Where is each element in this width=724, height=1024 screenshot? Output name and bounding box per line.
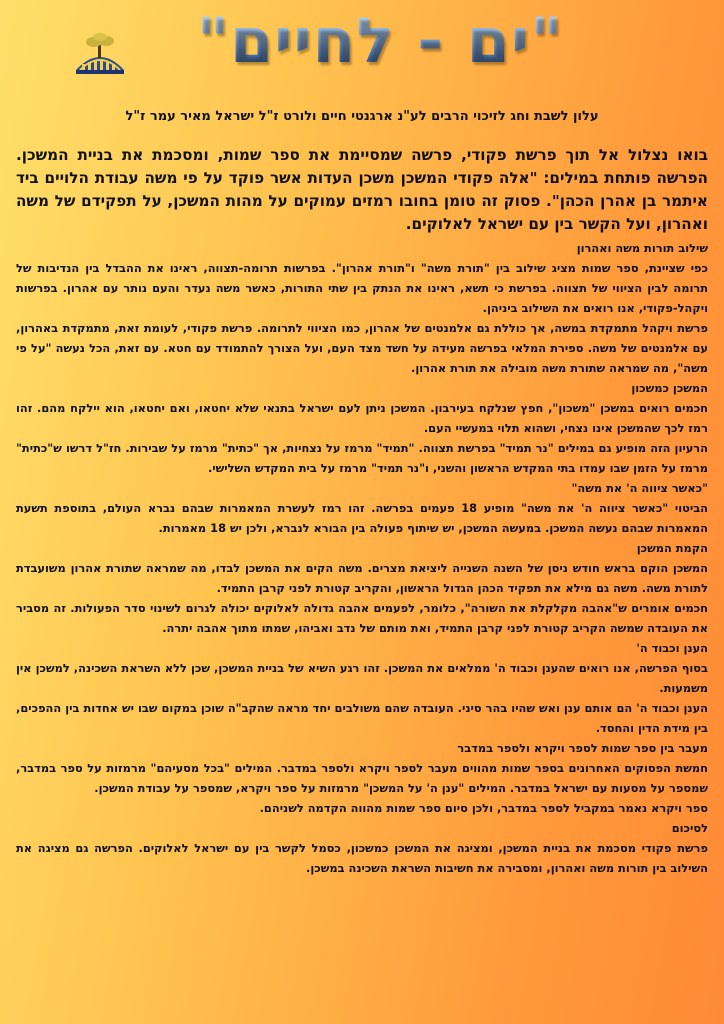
logo [70, 30, 130, 80]
tree-arch-logo-icon [70, 30, 130, 80]
section-heading: הענן וכבוד ה' [636, 641, 708, 655]
paragraph: פרשת ויקהל מתמקדת במשה, אך כוללת גם אלמנטים של אהרון, כמו הציווי לתרומה. פרשת פקודי, לעומת זאת, מתמקדת באהרון, עם אלמנטים של משה. ספירת המלאי בפרשה מעידה על חשד מצד העם, ועל הצורך להתמודד עם חטא. עם זאת, הכל נעשה "על פי משה", מה שמראה שתורת משה מובילה את תורת אהרון. [16, 321, 708, 375]
section-heading: "כאשר ציווה ה' את משה" [571, 481, 708, 495]
section-heading: הקמת המשכן [636, 541, 708, 555]
paragraph: חכמים רואים במשכן "משכון", חפץ שנלקח בעירבון. המשכן ניתן לעם ישראל בתנאי שלא יחטאו, ואם יחטאו, הוא יילקח מהם. זהו רמז לכך שהמשכן אינו נצחי, ושהוא תלוי במעשיי העם. [16, 401, 708, 435]
section-heading: המשכן כמשכון [631, 381, 708, 395]
section-anan-kavod [16, 638, 708, 738]
section-torot [16, 238, 708, 378]
section-kaasher-tziva [16, 478, 708, 538]
paragraph: חכמים אומרים ש"אהבה מקלקלת את השורה", כלומר, לפעמים אהבה גדולה לאלוקים יכולה לגרום לשינוי סדר הפעולות. זה מסביר את העובדה שמשה הקריב קטורת לפני קרבן התמיד, ואת מותם של נדב ואביהו, שמתו מתוך אהבה יתרה. [16, 601, 708, 635]
paragraph: הענן וכבוד ה' הם אותם ענן ואש שהיו בהר סיני. העובדה שהם משולבים יחד מראה שהקב"ה שוכן במקום שבו יש אחדות בין ההפכים, בין מידת הדין והחסד. [16, 701, 708, 735]
section-maavar [16, 738, 708, 818]
paragraph: חמשת הפסוקים האחרונים בספר שמות מהווים מעבר לספר ויקרא ולספר במדבר. המילים "בכל מסעיהם" מרמזות על ספר במדבר, שמספר על מסעות עם ישראל במדבר. המילים "ענן ה' על המשכן" מרמזות על ספר ויקרא, שמספר על עבודת המשכן. [16, 761, 708, 795]
paragraph: כפי שציינת, ספר שמות מציג שילוב בין "תורת משה" ו"תורת אהרון". בפרשות תרומה-תצווה, ראינו את ההבדל בין הנדיבות של תרומה לבין הציווי של תצווה. בפרשת כי תשא, ראינו את הנתק בין שתי התורות, כאשר משה נעדר והעם נותר עם אהרון. בפרשות ויקהל-פקודי, אנו רואים את השילוב ביניהן. [16, 261, 708, 315]
section-hakamat-hamishkan [16, 538, 708, 638]
paragraph: המשכן הוקם בראש חודש ניסן של השנה השנייה ליציאת מצרים. משה הקים את המשכן לבדו, מה שמראה שתורת אהרון משועבדת לתורת משה. משה גם מילא את תפקיד הכהן הגדול הראשון, והקריב קטורת לפני קרבן התמיד. [16, 561, 708, 595]
paragraph: ספר ויקרא נאמר במקביל לספר במדבר, ולכן סיום ספר שמות מהווה הקדמה לשניהם. [259, 801, 708, 815]
section-summary [16, 818, 708, 878]
subtitle: עלון לשבת וחג לזיכוי הרבים לע"נ ארגנטי חיים ולורט ז"ל ישראל מאיר עמר ז"ל [125, 109, 599, 124]
intro-paragraph: בואו נצלול אל תוך פרשת פקודי, פרשה שמסיימת את ספר שמות, ומסכמת את בניית המשכן. הפרשה פותחת במילים: "אלה פקודי המשכן משכן העדות אשר פוקד על פי משה עבודת הלויים ביד איתמר בן אהרן הכהן". פסוק זה טומן בחובו רמזים עמוקים על מהות המשכן, על תפקידם של משה ואהרון, ועל הקשר בין עם ישראל לאלוקים. [16, 146, 708, 233]
paragraph: בסוף הפרשה, אנו רואים שהענן וכבוד ה' ממלאים את המשכן. זהו רגע השיא של בניית המשכן, שכן ללא השראת השכינה, למשכן אין משמעות. [16, 661, 708, 695]
paragraph: פרשת פקודי מסכמת את בניית המשכן, ומציגה את המשכן כמשכון, כסמל לקשר בין עם ישראל לאלוקים. הפרשה גם מציגה את השילוב בין תורות משה ואהרון, ומסבירה את חשיבות השראת השכינה במשכן. [16, 841, 708, 875]
page-title: "ים - לחיים" [150, 2, 610, 80]
section-heading: שילוב תורות משה ואהרון [576, 241, 708, 255]
section-heading: מעבר בין ספר שמות לספר ויקרא ולספר במדבר [457, 741, 708, 755]
paragraph: הביטוי "כאשר ציווה ה' את משה" מופיע 18 פעמים בפרשה. זהו רמז לעשרת המאמרות שבהם נברא העולם, בתוספת תשעת המאמרות שבהם נעשה המשכן. במעשה המשכן, יש שיתוף פעולה בין הבורא לנברא, ולכן יש 18 מאמרות. [16, 501, 709, 535]
section-mishkan-mashkon [16, 378, 708, 478]
article-body [16, 144, 708, 878]
section-heading: לסיכום [671, 821, 708, 835]
paragraph: הרעיון הזה מופיע גם במילים "נר תמיד" בפרשת תצווה. "תמיד" מרמז על נצחיות, אך "כתית" מרמז על שבירות. חז"ל דרשו ש"כתית" מרמז על הזמן שבו עמדו בתי המקדש הראשון והשני, ו"נר תמיד" מרמז על בית המקדש השלישי. [16, 441, 708, 475]
